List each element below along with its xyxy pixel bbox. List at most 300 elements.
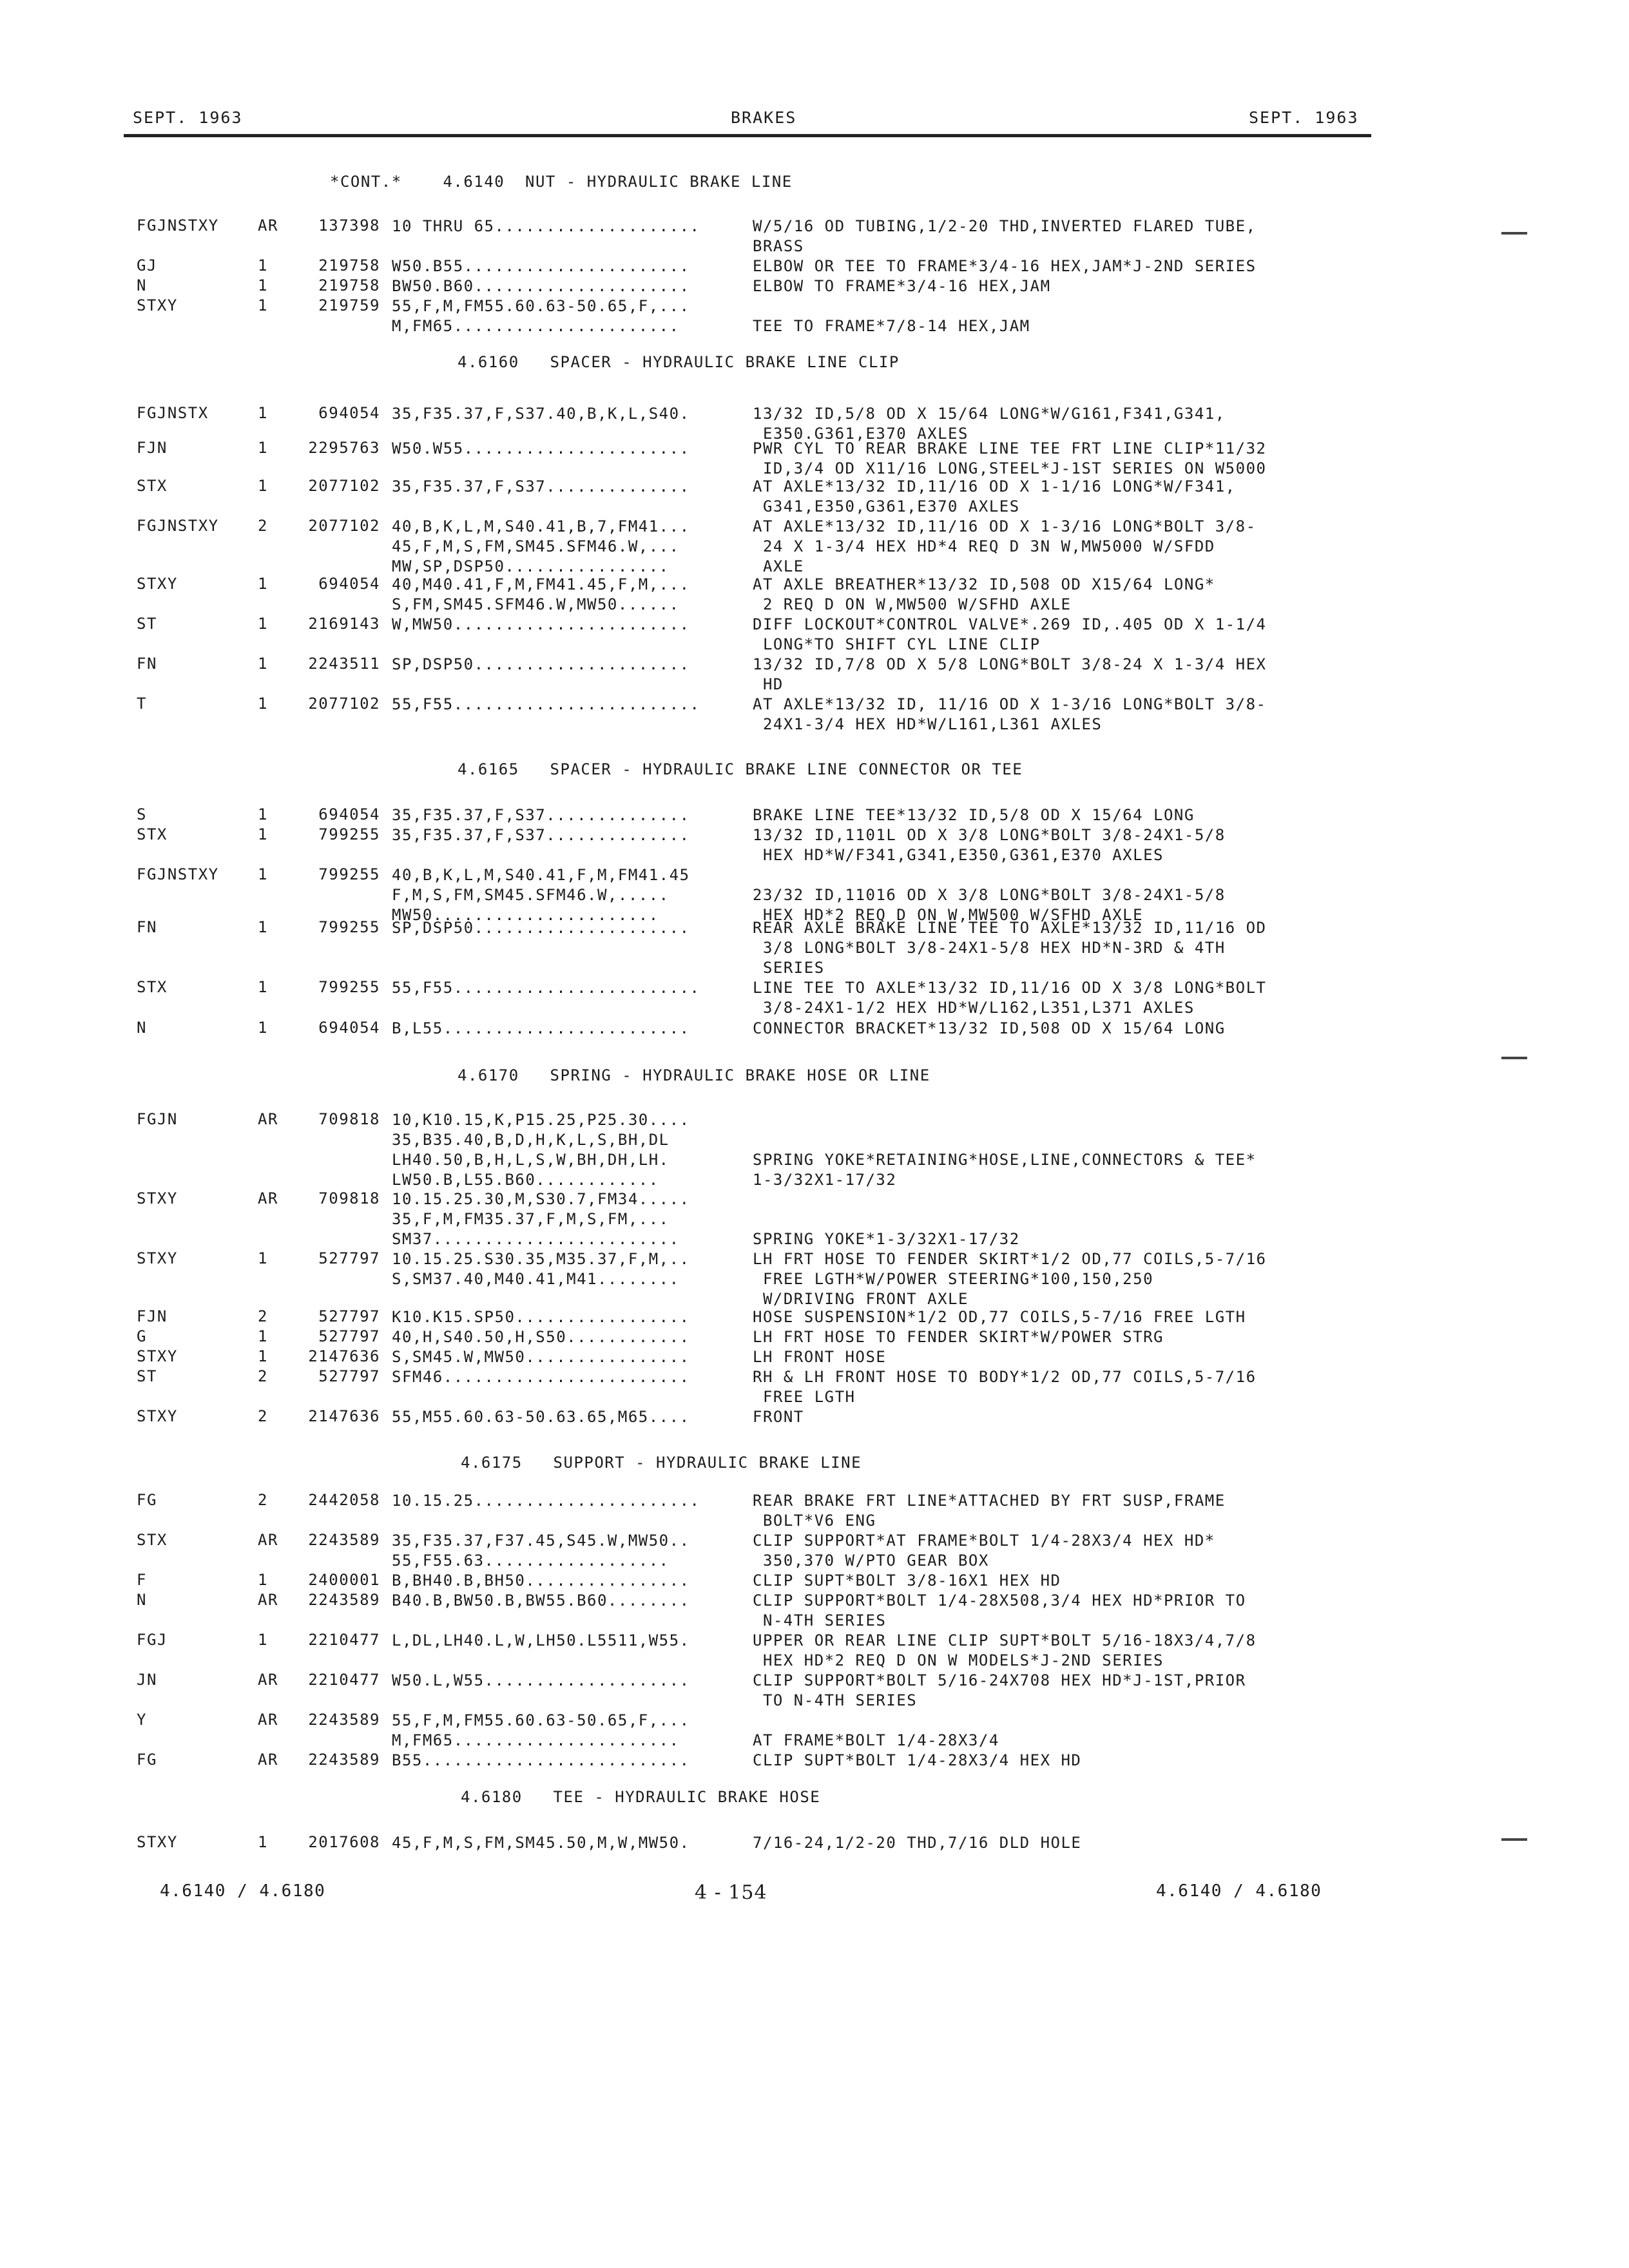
models-code: STXY (137, 1249, 178, 1267)
description-column (753, 1491, 1226, 1531)
header-rule (124, 134, 1371, 137)
application-line: K10.K15.SP50................. (392, 1308, 690, 1326)
margin-mark (1501, 1838, 1527, 1841)
description-line: BOLT*V6 ENG (753, 1512, 876, 1530)
models-code: ST (137, 1367, 157, 1385)
description-line: REAR BRAKE FRT LINE*ATTACHED BY FRT SUSP,FRAME (753, 1492, 1226, 1510)
application-line: S,SM37.40,M40.41,M41........ (392, 1270, 680, 1288)
application-line: 35,F35.37,F,S37.............. (392, 477, 690, 495)
models-code: N (137, 1019, 147, 1037)
application-column (392, 1327, 690, 1347)
description-line: CLIP SUPPORT*AT FRAME*BOLT 1/4-28X3/4 HEX HD* (753, 1532, 1215, 1550)
application-column (392, 1249, 690, 1289)
description-line: CLIP SUPT*BOLT 1/4-28X3/4 HEX HD (753, 1751, 1082, 1769)
description-line: HEX HD*2 REQ D ON W,MW500 W/SFHD AXLE (753, 906, 1144, 924)
application-line: BW50.B60..................... (392, 277, 690, 295)
quantity: AR (258, 1189, 278, 1207)
description-column (753, 1407, 804, 1427)
description-column (753, 1327, 1164, 1347)
application-line: SP,DSP50..................... (392, 919, 690, 937)
description-line: G341,E350,G361,E370 AXLES (753, 497, 1020, 515)
quantity: 1 (258, 404, 268, 422)
header-date-left: SEPT. 1963 (133, 108, 243, 127)
models-code: STX (137, 477, 168, 495)
application-line: 55,F55........................ (392, 979, 700, 997)
description-line (753, 1711, 999, 1731)
part-number: 2442058 (308, 1491, 380, 1509)
description-column (753, 1347, 886, 1367)
description-line: 13/32 ID,5/8 OD X 15/64 LONG*W/G161,F341,G341, (753, 405, 1226, 423)
application-line: 10.15.25.S30.35,M35.37,F,M,.. (392, 1250, 690, 1268)
models-code: F (137, 1571, 147, 1589)
application-line: LW50.B,L55.B60............ (392, 1171, 659, 1189)
quantity: 1 (258, 865, 268, 883)
application-column (392, 805, 690, 825)
application-line: MW50...................... (392, 906, 659, 924)
part-number: 2077102 (308, 517, 380, 535)
application-column (392, 296, 690, 336)
application-column (392, 1531, 690, 1571)
description-line: AT AXLE*13/32 ID,11/16 OD X 1-3/16 LONG*BOLT 3/8- (753, 517, 1257, 535)
quantity: AR (258, 1671, 278, 1689)
quantity: 1 (258, 1571, 268, 1589)
part-number: 2017608 (308, 1833, 380, 1851)
description-line: 3/8-24X1-1/2 HEX HD*W/L162,L351,L371 AXLES (753, 999, 1195, 1017)
footer-range-right: 4.6140 / 4.6180 (1156, 1881, 1322, 1901)
quantity: 2 (258, 1407, 268, 1425)
quantity: 1 (258, 1327, 268, 1345)
description-column (753, 216, 1257, 256)
models-code: T (137, 695, 147, 713)
quantity: 1 (258, 1249, 268, 1267)
description-column (753, 296, 1030, 336)
application-column (392, 978, 700, 998)
application-line: 10,K10.15,K,P15.25,P25.30.... (392, 1111, 690, 1129)
margin-mark (1501, 232, 1527, 235)
description-line: 2 REQ D ON W,MW500 W/SFHD AXLE (753, 595, 1072, 613)
application-line: 35,F35.37,F,S37.40,B,K,L,S40. (392, 405, 690, 423)
header-date-right: SEPT. 1963 (1249, 108, 1359, 127)
models-code: STXY (137, 1833, 178, 1851)
description-line: AT AXLE*13/32 ID,11/16 OD X 1-1/16 LONG*W/F341, (753, 477, 1236, 495)
application-line: B,BH40.B,BH50................ (392, 1571, 690, 1590)
application-line: W50.W55...................... (392, 439, 690, 457)
application-column (392, 1711, 690, 1751)
application-line: 55,F,M,FM55.60.63-50.65,F,... (392, 297, 690, 315)
part-number: 527797 (318, 1249, 380, 1267)
section-title: 4.6165 SPACER - HYDRAULIC BRAKE LINE CONNECTOR OR TEE (458, 760, 1023, 778)
models-code: ST (137, 615, 157, 633)
part-number: 2077102 (308, 695, 380, 713)
application-line: 10 THRU 65.................... (392, 217, 700, 235)
section-title: 4.6175 SUPPORT - HYDRAULIC BRAKE LINE (461, 1454, 862, 1472)
quantity: 1 (258, 276, 268, 294)
part-number: 2169143 (308, 615, 380, 633)
description-line (753, 1110, 1257, 1130)
description-line: RH & LH FRONT HOSE TO BODY*1/2 OD,77 COILS,5-7/16 (753, 1368, 1257, 1386)
section-title: 4.6160 SPACER - HYDRAULIC BRAKE LINE CLIP (458, 353, 900, 371)
description-line (753, 1209, 1020, 1229)
description-line: HEX HD*2 REQ D ON W MODELS*J-2ND SERIES (753, 1651, 1164, 1669)
description-line: W/DRIVING FRONT AXLE (753, 1290, 969, 1308)
models-code: FGJNSTX (137, 404, 209, 422)
description-column (753, 865, 1226, 925)
quantity: 1 (258, 1833, 268, 1851)
description-line: 13/32 ID,7/8 OD X 5/8 LONG*BOLT 3/8-24 X 1-3/4 HEX (753, 655, 1267, 673)
quantity: 1 (258, 918, 268, 936)
models-code: Y (137, 1711, 147, 1729)
description-column (753, 1249, 1266, 1309)
quantity: AR (258, 1751, 278, 1769)
description-line: 24X1-3/4 HEX HD*W/L161,L361 AXLES (753, 715, 1103, 733)
models-code: FG (137, 1751, 157, 1769)
part-number: 694054 (318, 575, 380, 593)
description-line (753, 1189, 1020, 1209)
part-number: 799255 (318, 865, 380, 883)
description-column (753, 1671, 1246, 1711)
part-number: 2243589 (308, 1591, 380, 1609)
quantity: 2 (258, 1491, 268, 1509)
description-column (753, 1591, 1246, 1631)
quantity: 2 (258, 1307, 268, 1325)
application-column (392, 1751, 690, 1771)
description-column (753, 918, 1266, 978)
description-line: CLIP SUPT*BOLT 3/8-16X1 HEX HD (753, 1571, 1061, 1590)
application-column (392, 1347, 690, 1367)
description-column (753, 256, 1257, 276)
part-number: 799255 (318, 825, 380, 843)
description-line: 1-3/32X1-17/32 (753, 1171, 897, 1189)
description-column (753, 439, 1266, 479)
models-code: FGJNSTXY (137, 216, 219, 235)
description-column (753, 1307, 1246, 1327)
quantity: 1 (258, 439, 268, 457)
description-line: PWR CYL TO REAR BRAKE LINE TEE FRT LINE CLIP*11/32 (753, 439, 1267, 457)
application-line: MW,SP,DSP50................ (392, 557, 670, 575)
application-line: S,SM45.W,MW50................ (392, 1348, 690, 1366)
models-code: FJN (137, 1307, 168, 1325)
quantity: 1 (258, 825, 268, 843)
description-column (753, 615, 1266, 655)
application-line: L,DL,LH40.L,W,LH50.L5511,W55. (392, 1631, 690, 1649)
description-line (753, 296, 1030, 316)
description-line: AT AXLE BREATHER*13/32 ID,508 OD X15/64 LONG* (753, 575, 1215, 593)
application-column (392, 1833, 690, 1853)
part-number: 694054 (318, 404, 380, 422)
description-column (753, 477, 1236, 517)
part-number: 2243589 (308, 1531, 380, 1549)
application-line: SM37........................ (392, 1230, 680, 1248)
part-number: 2210477 (308, 1671, 380, 1689)
models-code: FGJ (137, 1631, 168, 1649)
application-line: 35,B35.40,B,D,H,K,L,S,BH,DL (392, 1131, 670, 1149)
application-line: LH40.50,B,H,L,S,W,BH,DH,LH. (392, 1151, 670, 1169)
description-column (753, 1110, 1257, 1190)
quantity: AR (258, 216, 278, 235)
part-number: 2243589 (308, 1751, 380, 1769)
description-column (753, 825, 1226, 865)
application-line: M,FM65...................... (392, 317, 680, 335)
description-line: DIFF LOCKOUT*CONTROL VALVE*.269 ID,.405 OD X 1-1/4 (753, 615, 1267, 633)
application-column (392, 1407, 690, 1427)
description-column (753, 1531, 1215, 1571)
application-column (392, 256, 690, 276)
description-column (753, 276, 1051, 296)
quantity: 2 (258, 1367, 268, 1385)
application-column (392, 1671, 690, 1691)
description-line: AT AXLE*13/32 ID, 11/16 OD X 1-3/16 LONG*BOLT 3/8- (753, 695, 1267, 713)
part-number: 2243589 (308, 1711, 380, 1729)
application-line: 55,F55.63.................. (392, 1552, 670, 1570)
part-number: 527797 (318, 1367, 380, 1385)
footer-range-left: 4.6140 / 4.6180 (160, 1881, 326, 1901)
quantity: AR (258, 1110, 278, 1128)
description-column (753, 1367, 1257, 1407)
description-line: FREE LGTH (753, 1388, 856, 1406)
part-number: 219758 (318, 256, 380, 274)
application-line: 45,F,M,S,FM,SM45.50,M,W,MW50. (392, 1834, 690, 1852)
part-number: 2400001 (308, 1571, 380, 1589)
application-column (392, 216, 700, 236)
description-column (753, 695, 1266, 735)
description-column (753, 1833, 1081, 1853)
description-column (753, 1189, 1020, 1249)
description-line (753, 1130, 1257, 1150)
models-code: N (137, 276, 147, 294)
quantity: AR (258, 1531, 278, 1549)
models-code: FGJNSTXY (137, 865, 219, 883)
application-column (392, 1189, 690, 1249)
application-line: 35,F35.37,F,S37.............. (392, 806, 690, 824)
application-column (392, 655, 690, 675)
description-line: TO N-4TH SERIES (753, 1691, 918, 1709)
part-number: 799255 (318, 978, 380, 996)
description-line: 3/8 LONG*BOLT 3/8-24X1-5/8 HEX HD*N-3RD & 4TH (753, 939, 1226, 957)
quantity: 1 (258, 477, 268, 495)
description-line: LONG*TO SHIFT CYL LINE CLIP (753, 635, 1041, 653)
application-column (392, 1019, 690, 1039)
quantity: 1 (258, 978, 268, 996)
models-code: STXY (137, 575, 178, 593)
application-column (392, 1591, 690, 1611)
application-line: B40.B,BW50.B,BW55.B60........ (392, 1591, 690, 1610)
part-number: 709818 (318, 1110, 380, 1128)
description-line: REAR AXLE BRAKE LINE TEE TO AXLE*13/32 ID,11/16 OD (753, 919, 1267, 937)
description-line: ID,3/4 OD X11/16 LONG,STEEL*J-1ST SERIES ON W5000 (753, 459, 1267, 477)
description-column (753, 1571, 1061, 1591)
application-column (392, 615, 690, 635)
models-code: STX (137, 978, 168, 996)
quantity: 1 (258, 1347, 268, 1365)
description-line: SERIES (753, 959, 825, 977)
models-code: G (137, 1327, 147, 1345)
application-column (392, 404, 690, 424)
description-column (753, 1631, 1257, 1671)
description-column (753, 517, 1257, 577)
quantity: 1 (258, 575, 268, 593)
description-line: HOSE SUSPENSION*1/2 OD,77 COILS,5-7/16 FREE LGTH (753, 1308, 1246, 1326)
description-line: SPRING YOKE*1-3/32X1-17/32 (753, 1230, 1020, 1248)
part-number: 2210477 (308, 1631, 380, 1649)
application-column (392, 1631, 690, 1651)
quantity: 1 (258, 296, 268, 314)
part-number: 2077102 (308, 477, 380, 495)
application-line: 40,B,K,L,M,S40.41,F,M,FM41.45 (392, 866, 690, 884)
part-number: 2147636 (308, 1347, 380, 1365)
application-line: 55,F55........................ (392, 695, 700, 713)
description-line: 350,370 W/PTO GEAR BOX (753, 1552, 989, 1570)
application-line: SP,DSP50..................... (392, 655, 690, 673)
models-code: STXY (137, 1347, 178, 1365)
quantity: 1 (258, 615, 268, 633)
part-number: 527797 (318, 1327, 380, 1345)
models-code: STXY (137, 1189, 178, 1207)
description-line: TEE TO FRAME*7/8-14 HEX,JAM (753, 317, 1030, 335)
models-code: FGJN (137, 1110, 178, 1128)
description-line: HD (753, 675, 784, 693)
application-line: W,MW50....................... (392, 615, 690, 633)
application-column (392, 276, 690, 296)
application-column (392, 439, 690, 459)
part-number: 527797 (318, 1307, 380, 1325)
part-number: 2243511 (308, 655, 380, 673)
application-column (392, 1307, 690, 1327)
description-column (753, 978, 1266, 1018)
application-column (392, 575, 690, 615)
description-column (753, 655, 1266, 695)
application-line: SFM46........................ (392, 1368, 690, 1386)
application-column (392, 1491, 700, 1511)
description-line: CLIP SUPPORT*BOLT 5/16-24X708 HEX HD*J-1ST,PRIOR (753, 1671, 1246, 1689)
application-line: W50.L,W55.................... (392, 1671, 690, 1689)
models-code: STXY (137, 1407, 178, 1425)
application-column (392, 477, 690, 497)
description-line: 24 X 1-3/4 HEX HD*4 REQ D 3N W,MW5000 W/SFDD (753, 537, 1215, 555)
application-line: B,L55........................ (392, 1019, 690, 1037)
description-line: CLIP SUPPORT*BOLT 1/4-28X508,3/4 HEX HD*PRIOR TO (753, 1591, 1246, 1610)
description-line: UPPER OR REAR LINE CLIP SUPT*BOLT 5/16-18X3/4,7/8 (753, 1631, 1257, 1649)
application-column (392, 918, 690, 938)
application-column (392, 517, 690, 577)
application-column (392, 1367, 690, 1387)
header-section-title: BRAKES (731, 108, 797, 127)
models-code: STXY (137, 296, 178, 314)
quantity: 1 (258, 1019, 268, 1037)
part-number: 694054 (318, 805, 380, 823)
models-code: FJN (137, 439, 168, 457)
application-line: 45,F,M,S,FM,SM45.SFM46.W,... (392, 537, 680, 555)
description-line: SPRING YOKE*RETAINING*HOSE,LINE,CONNECTORS & TEE* (753, 1151, 1257, 1169)
models-code: N (137, 1591, 147, 1609)
description-line: W/5/16 OD TUBING,1/2-20 THD,INVERTED FLARED TUBE, (753, 217, 1257, 235)
quantity: 1 (258, 655, 268, 673)
description-column (753, 1711, 999, 1751)
application-line: 40,H,S40.50,H,S50............ (392, 1328, 690, 1346)
part-number: 219759 (318, 296, 380, 314)
application-line: 35,F35.37,F37.45,S45.W,MW50.. (392, 1532, 690, 1550)
description-line (753, 865, 1226, 885)
description-line: N-4TH SERIES (753, 1611, 887, 1629)
application-line: 55,M55.60.63-50.63.65,M65.... (392, 1408, 690, 1426)
description-line: HEX HD*W/F341,G341,E350,G361,E370 AXLES (753, 846, 1164, 864)
part-number: 2147636 (308, 1407, 380, 1425)
description-line: ELBOW TO FRAME*3/4-16 HEX,JAM (753, 277, 1051, 295)
quantity: 2 (258, 517, 268, 535)
application-line: 40,M40.41,F,M,FM41.45,F,M,... (392, 575, 690, 593)
description-line: FREE LGTH*W/POWER STEERING*100,150,250 (753, 1270, 1154, 1288)
application-line: 35,F,M,FM35.37,F,M,S,FM,... (392, 1210, 670, 1228)
application-line: 35,F35.37,F,S37.............. (392, 826, 690, 844)
application-line: S,FM,SM45.SFM46.W,MW50...... (392, 595, 680, 613)
models-code: FN (137, 918, 157, 936)
part-number: 2295763 (308, 439, 380, 457)
description-line: LH FRONT HOSE (753, 1348, 887, 1366)
application-line: M,FM65...................... (392, 1731, 680, 1749)
part-number: 137398 (318, 216, 380, 235)
description-column (753, 1751, 1081, 1771)
margin-mark (1501, 1057, 1527, 1059)
part-number: 694054 (318, 1019, 380, 1037)
description-column (753, 805, 1195, 825)
application-column (392, 1571, 690, 1591)
part-number: 219758 (318, 276, 380, 294)
quantity: 1 (258, 805, 268, 823)
description-line: 7/16-24,1/2-20 THD,7/16 DLD HOLE (753, 1834, 1082, 1852)
models-code: GJ (137, 256, 157, 274)
description-line: ELBOW OR TEE TO FRAME*3/4-16 HEX,JAM*J-2ND SERIES (753, 257, 1257, 275)
application-line: 10.15.25.30,M,S30.7,FM34..... (392, 1190, 690, 1208)
models-code: S (137, 805, 147, 823)
description-line: AXLE (753, 557, 804, 575)
application-line: B55.......................... (392, 1751, 690, 1769)
quantity: 1 (258, 1631, 268, 1649)
application-line: W50.B55...................... (392, 257, 690, 275)
description-line: AT FRAME*BOLT 1/4-28X3/4 (753, 1731, 999, 1749)
application-column (392, 695, 700, 715)
description-line: BRAKE LINE TEE*13/32 ID,5/8 OD X 15/64 LONG (753, 806, 1195, 824)
description-column (753, 404, 1226, 444)
description-line: LINE TEE TO AXLE*13/32 ID,11/16 OD X 3/8 LONG*BOLT (753, 979, 1267, 997)
part-number: 709818 (318, 1189, 380, 1207)
application-column (392, 865, 690, 925)
description-line: CONNECTOR BRACKET*13/32 ID,508 OD X 15/64 LONG (753, 1019, 1226, 1037)
quantity: AR (258, 1711, 278, 1729)
application-column (392, 825, 690, 845)
page-number: 4 - 154 (695, 1881, 767, 1904)
section-title: *CONT.* 4.6140 NUT - HYDRAULIC BRAKE LINE (330, 173, 793, 191)
description-line: LH FRT HOSE TO FENDER SKIRT*W/POWER STRG (753, 1328, 1164, 1346)
application-line: 55,F,M,FM55.60.63-50.65,F,... (392, 1711, 690, 1729)
models-code: STX (137, 825, 168, 843)
models-code: FGJNSTXY (137, 517, 219, 535)
quantity: 1 (258, 256, 268, 274)
description-line: FRONT (753, 1408, 804, 1426)
application-line: F,M,S,FM,SM45.SFM46.W,..... (392, 886, 670, 904)
description-line: E350.G361,E370 AXLES (753, 425, 969, 443)
description-line: 23/32 ID,11016 OD X 3/8 LONG*BOLT 3/8-24X1-5/8 (753, 886, 1226, 904)
part-number: 799255 (318, 918, 380, 936)
application-line: 40,B,K,L,M,S40.41,B,7,FM41... (392, 517, 690, 535)
application-column (392, 1110, 690, 1190)
models-code: STX (137, 1531, 168, 1549)
section-title: 4.6170 SPRING - HYDRAULIC BRAKE HOSE OR LINE (458, 1066, 930, 1084)
application-line: 10.15.25...................... (392, 1492, 700, 1510)
description-column (753, 575, 1215, 615)
models-code: FG (137, 1491, 157, 1509)
description-column (753, 1019, 1226, 1039)
models-code: FN (137, 655, 157, 673)
quantity: AR (258, 1591, 278, 1609)
